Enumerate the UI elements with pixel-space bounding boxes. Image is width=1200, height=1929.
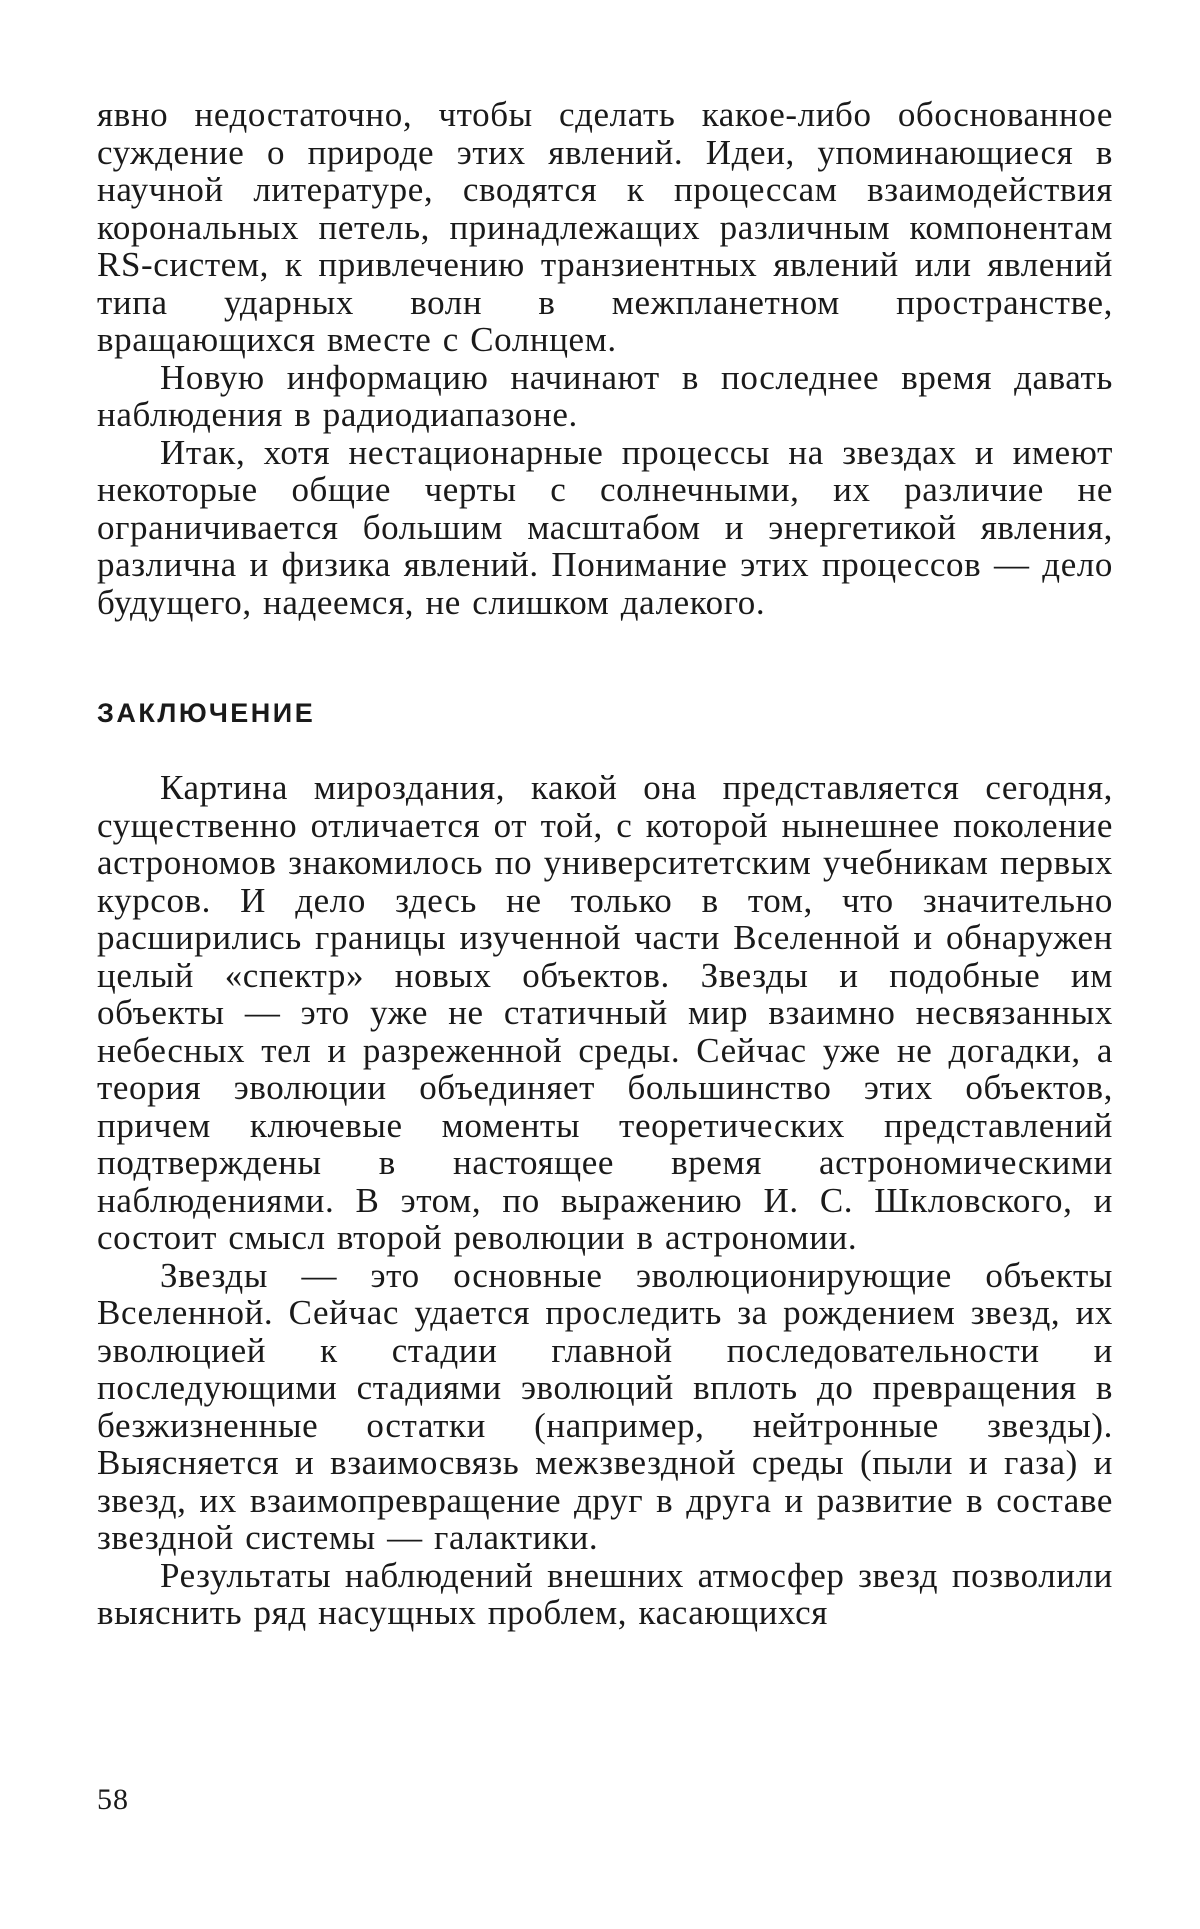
paragraph-continuation: явно недостаточно, чтобы сделать какое-либо обоснованное суждение о природе этих явлений. Идеи, упоминающиеся в научной литературе, сводятся к процессам взаимодействия корональных петель, принадлежащих различным компонентам RS-систем, к привлечению транзиентных явлений или явлений типа ударных волн в межпланетном пространстве, вращающихся вместе с Солнцем. [97,95,1113,359]
paragraph-picture-of-universe: Картина мироздания, какой она представляется сегодня, существенно отличается от той, с которой нынешнее поколение астрономов знакомилось по университетским учебникам первых курсов. И дело здесь не только в том, что значительно расширились границы изученной части Вселенной и обнаружен целый «спектр» новых объектов. Звезды и подобные им объекты — это уже не статичный мир взаимно несвязанных небесных тел и разреженной среды. Сейчас уже не догадки, а теория эволюции объединяет большинство этих объектов, причем ключевые моменты теоретических представлений подтверждены в настоящее время астрономическими наблюдениями. В этом, по выражению И. С. Шкловского, и состоит смысл второй революции в астрономии. [97,768,1113,1257]
page-body [97,96,1113,1632]
paragraph-radio-observations: Новую информацию начинают в последнее время давать наблюдения в радиодиапазоне. [97,357,1113,434]
section-heading: ЗАКЛЮЧЕНИЕ [97,698,316,728]
page-number: 58 [97,1783,129,1816]
paragraph-nonstationary-processes: Итак, хотя нестационарные процессы на звездах и имеют некоторые общие черты с солнечными, их различие не ограничивается большим масштабом и энергетикой явления, различна и физика явлений. Понимание этих процессов — дело будущего, надеемся, не слишком далекого. [97,432,1113,622]
paragraph-stars-evolution: Звезды — это основные эволюционирующие объекты Вселенной. Сейчас удается проследить за рождением звезд, их эволюцией к стадии главной последовательности и последующими стадиями эволюций вплоть до превращения в безжизненные остатки (например, нейтронные звезды). Выясняется и взаимосвязь межзвездной среды (пыли и газа) и звезд, их взаимопревращение друг в друга и развитие в составе звездной системы — галактики. [97,1255,1113,1557]
paragraph-observation-results: Результаты наблюдений внешних атмосфер звезд позволили выяснить ряд насущных проблем, касающихся [97,1555,1113,1632]
